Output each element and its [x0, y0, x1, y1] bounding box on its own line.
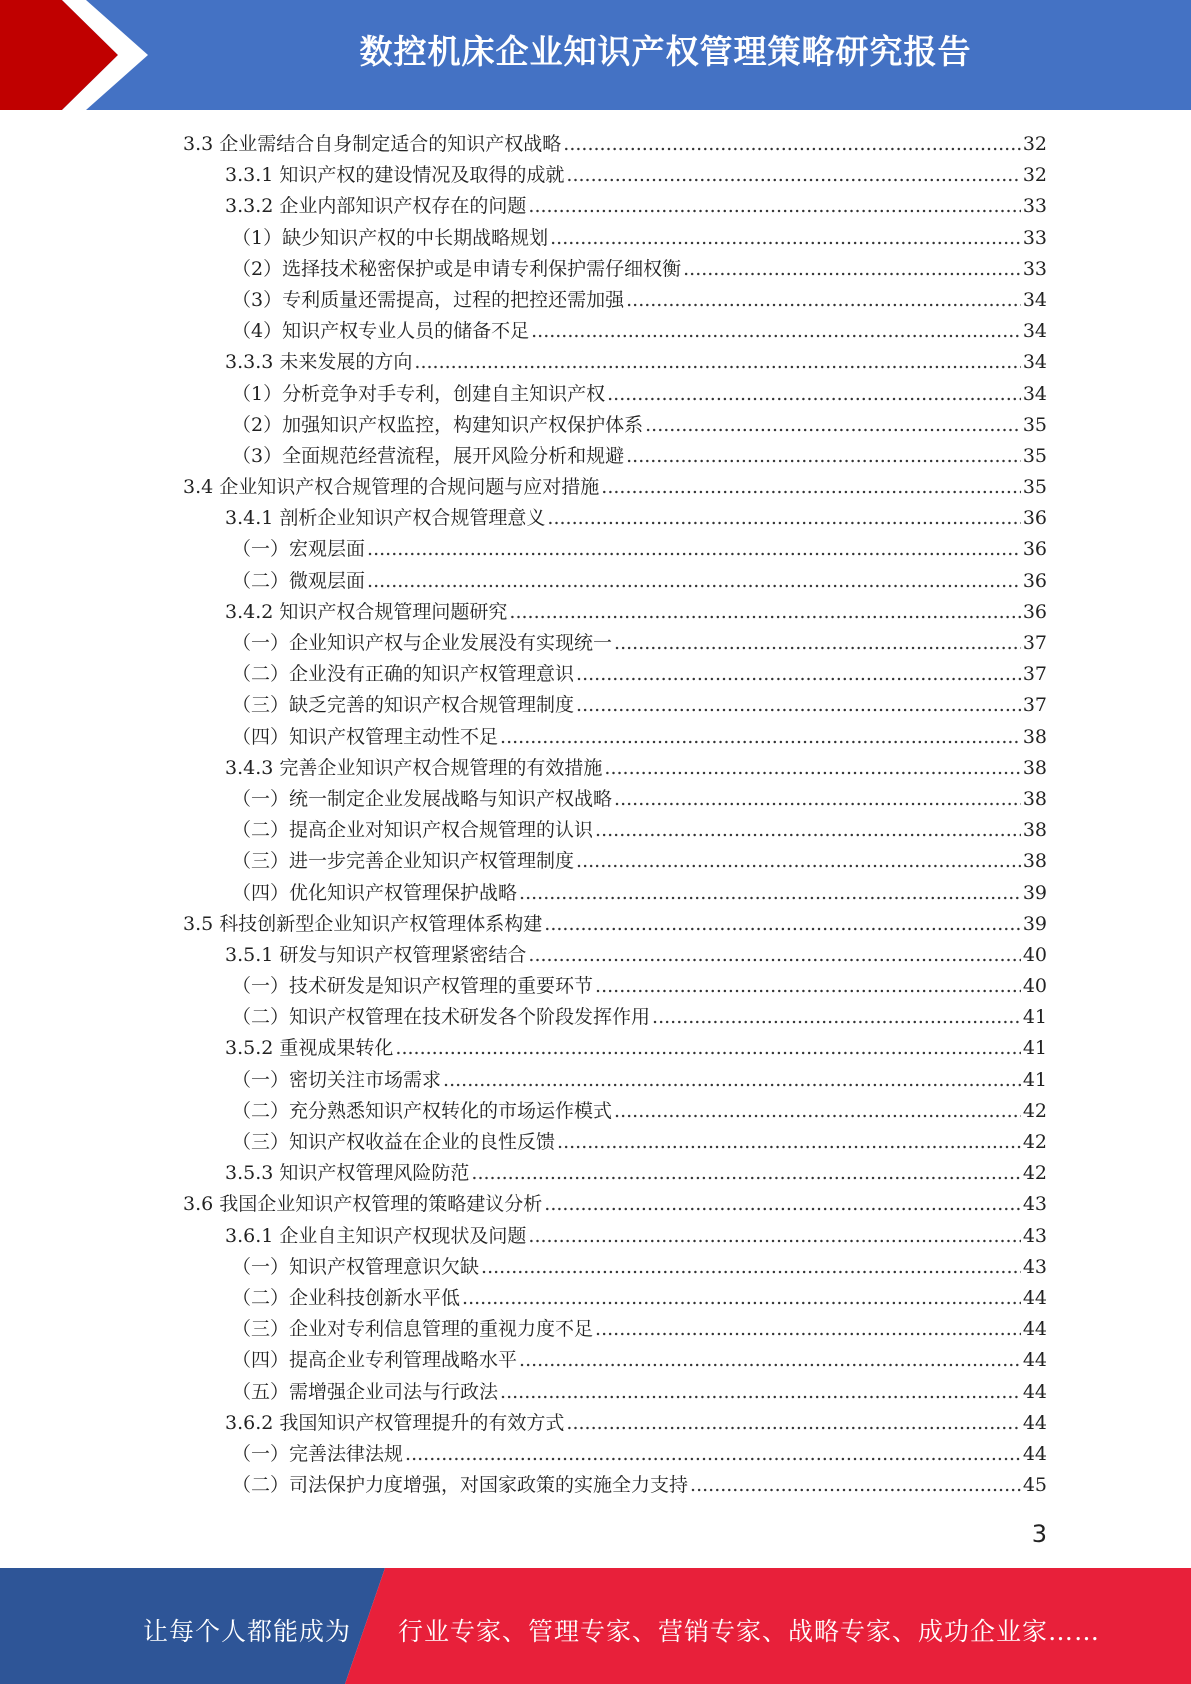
table-of-contents — [0, 129, 1191, 1501]
toc-entry-title: 加强知识产权监控，构建知识产权保护体系 — [282, 413, 644, 436]
toc-entry-title: 分析竞争对手专利，创建自主知识产权 — [282, 382, 606, 405]
toc-entry-page: 45 — [1022, 1474, 1047, 1497]
toc-entry-title: 完善企业知识产权合规管理的有效措施 — [279, 756, 603, 779]
toc-entry-number: （一） — [232, 632, 290, 654]
toc-dot-leader — [614, 1096, 1021, 1127]
toc-entry[interactable] — [0, 784, 1191, 815]
toc-entry-title: 企业内部知识产权存在的问题 — [279, 195, 527, 218]
toc-entry[interactable] — [0, 597, 1191, 628]
toc-entry-page: 43 — [1022, 1255, 1047, 1278]
toc-dot-leader — [690, 1470, 1021, 1501]
toc-entry-number: （一） — [232, 787, 290, 810]
toc-entry-page: 33 — [1022, 195, 1047, 218]
toc-entry[interactable] — [0, 1221, 1191, 1252]
toc-entry-title: 密切关注市场需求 — [289, 1068, 442, 1091]
toc-entry-number: （二） — [232, 569, 290, 592]
toc-entry[interactable] — [0, 1065, 1191, 1096]
toc-entry-title: 企业需结合自身制定适合的知识产权战略 — [219, 133, 562, 155]
toc-entry-page: 35 — [1022, 476, 1047, 499]
toc-entry-title: 企业对专利信息管理的重视力度不足 — [289, 1318, 594, 1341]
toc-entry[interactable] — [0, 1283, 1191, 1314]
toc-dot-leader — [528, 191, 1020, 222]
toc-entry[interactable] — [0, 1470, 1191, 1501]
toc-entry-number: 3.3.1 — [225, 164, 274, 187]
toc-entry[interactable] — [0, 1127, 1191, 1158]
toc-entry-title: 统一制定企业发展战略与知识产权战略 — [289, 787, 613, 810]
toc-entry-number: 3.5.1 — [225, 943, 274, 966]
toc-dot-leader — [471, 1158, 1020, 1189]
toc-entry-number: 3.5.3 — [225, 1162, 274, 1185]
toc-entry[interactable] — [0, 566, 1191, 597]
toc-dot-leader — [607, 379, 1021, 410]
toc-entry-title: 专利质量还需提高，过程的把控还需加强 — [282, 288, 625, 311]
toc-entry[interactable] — [0, 878, 1191, 909]
toc-entry-number: （四） — [232, 1349, 290, 1372]
toc-entry-number: 3.6.1 — [225, 1224, 274, 1247]
toc-dot-leader — [550, 223, 1021, 254]
toc-entry-number: 3.5.2 — [225, 1037, 274, 1060]
toc-entry-page: 40 — [1022, 975, 1047, 998]
toc-dot-leader — [563, 129, 1021, 160]
toc-entry-page: 44 — [1022, 1442, 1047, 1465]
toc-entry-number: 3.4.1 — [225, 507, 274, 530]
toc-entry-number: （1） — [232, 382, 283, 405]
toc-entry-title: 宏观层面 — [289, 538, 366, 561]
toc-entry[interactable] — [0, 1314, 1191, 1345]
toc-entry-number: （一） — [232, 1442, 290, 1465]
toc-entry-page: 41 — [1022, 1068, 1047, 1091]
toc-entry-page: 43 — [1022, 1224, 1047, 1247]
toc-entry-number: （一） — [232, 975, 290, 998]
toc-entry[interactable] — [0, 254, 1191, 285]
toc-entry-title: 优化知识产权管理保护战略 — [289, 881, 518, 904]
toc-entry-title: 知识产权专业人员的储备不足 — [282, 320, 530, 343]
toc-entry-number: （三） — [232, 694, 290, 717]
toc-entry[interactable] — [0, 971, 1191, 1002]
toc-entry-number: 3.4 — [183, 476, 214, 499]
toc-entry[interactable] — [0, 659, 1191, 690]
toc-entry[interactable] — [0, 1158, 1191, 1189]
toc-dot-leader — [566, 1408, 1020, 1439]
toc-entry-title: 司法保护力度增强，对国家政策的实施全力支持 — [289, 1474, 689, 1497]
toc-entry[interactable] — [0, 316, 1191, 347]
toc-entry-page: 32 — [1022, 133, 1047, 155]
toc-entry-page: 39 — [1022, 881, 1047, 904]
toc-entry-title: 技术研发是知识产权管理的重要环节 — [289, 975, 594, 998]
toc-entry-number: （二） — [232, 1286, 290, 1309]
toc-entry[interactable] — [0, 379, 1191, 410]
header-band — [0, 0, 1191, 110]
toc-entry-page: 44 — [1022, 1411, 1047, 1434]
header-arrow-decoration — [0, 0, 160, 110]
toc-entry-page: 44 — [1022, 1318, 1047, 1341]
toc-entry-number: 3.6.2 — [225, 1411, 274, 1434]
toc-entry[interactable] — [0, 940, 1191, 971]
toc-entry[interactable] — [0, 472, 1191, 503]
toc-entry-number: （三） — [232, 1131, 290, 1153]
toc-entry-title: 剖析企业知识产权合规管理意义 — [279, 507, 546, 530]
toc-entry-page: 33 — [1022, 257, 1047, 280]
toc-entry[interactable] — [0, 441, 1191, 472]
toc-entry-page: 37 — [1022, 632, 1047, 654]
toc-entry-number: 3.3 — [183, 133, 214, 155]
toc-entry-title: 我国企业知识产权管理的策略建议分析 — [219, 1193, 543, 1216]
toc-entry-number: 3.3.3 — [225, 351, 274, 374]
toc-entry-page: 37 — [1022, 663, 1047, 686]
footer-band — [0, 1568, 1191, 1684]
toc-dot-leader — [626, 285, 1021, 316]
toc-entry-number: （二） — [232, 819, 290, 842]
toc-entry[interactable] — [0, 1377, 1191, 1408]
toc-dot-leader — [595, 815, 1021, 846]
toc-entry-number: 3.4.3 — [225, 756, 274, 779]
toc-dot-leader — [462, 1283, 1021, 1314]
toc-entry-number: （四） — [232, 725, 290, 748]
toc-dot-leader — [519, 1345, 1021, 1376]
toc-entry-title: 企业知识产权合规管理的合规问题与应对措施 — [219, 476, 600, 499]
toc-dot-leader — [544, 909, 1021, 940]
toc-entry-title: 重视成果转化 — [279, 1037, 394, 1060]
toc-entry[interactable] — [0, 722, 1191, 753]
toc-entry[interactable] — [0, 534, 1191, 565]
toc-entry[interactable] — [0, 160, 1191, 191]
toc-entry-page: 38 — [1022, 787, 1047, 810]
toc-entry-title: 全面规范经营流程，展开风险分析和规避 — [282, 444, 625, 467]
toc-entry-number: （4） — [232, 320, 283, 343]
toc-entry-title: 提高企业专利管理战略水平 — [289, 1349, 518, 1372]
toc-entry-number: （3） — [232, 288, 283, 311]
toc-dot-leader — [367, 566, 1021, 597]
toc-dot-leader — [414, 347, 1020, 378]
toc-entry-number: 3.3.2 — [225, 195, 274, 218]
toc-entry[interactable] — [0, 1033, 1191, 1064]
toc-entry-page: 37 — [1022, 694, 1047, 717]
toc-entry-title: 选择技术秘密保护或是申请专利保护需仔细权衡 — [282, 257, 682, 280]
toc-entry[interactable] — [0, 1189, 1191, 1220]
toc-entry-page: 34 — [1022, 320, 1047, 343]
toc-entry-page: 34 — [1022, 351, 1047, 374]
toc-entry-title: 企业知识产权与企业发展没有实现统一 — [289, 632, 613, 654]
toc-dot-leader — [601, 472, 1021, 503]
toc-dot-leader — [405, 1439, 1021, 1470]
toc-entry[interactable] — [0, 753, 1191, 784]
toc-entry-title: 缺乏完善的知识产权合规管理制度 — [289, 694, 575, 717]
toc-entry-number: （二） — [232, 1006, 290, 1029]
toc-dot-leader — [626, 441, 1021, 472]
toc-dot-leader — [500, 1377, 1021, 1408]
toc-entry-page: 40 — [1022, 943, 1047, 966]
toc-entry-title: 企业自主知识产权现状及问题 — [279, 1224, 527, 1247]
toc-entry[interactable] — [0, 846, 1191, 877]
toc-entry[interactable] — [0, 129, 1191, 160]
toc-entry-page: 41 — [1022, 1006, 1047, 1029]
toc-dot-leader — [576, 659, 1021, 690]
toc-dot-leader — [367, 534, 1021, 565]
toc-entry-page: 36 — [1022, 569, 1047, 592]
toc-entry-page: 36 — [1022, 538, 1047, 561]
toc-entry-title: 企业科技创新水平低 — [289, 1286, 461, 1309]
toc-dot-leader — [544, 1189, 1021, 1220]
toc-dot-leader — [528, 940, 1020, 971]
toc-entry-page: 42 — [1022, 1099, 1047, 1122]
toc-entry[interactable] — [0, 347, 1191, 378]
toc-entry-title: 科技创新型企业知识产权管理体系构建 — [219, 912, 543, 935]
toc-entry-number: （1） — [232, 226, 283, 249]
toc-dot-leader — [614, 628, 1021, 659]
toc-dot-leader — [557, 1127, 1021, 1158]
toc-entry-page: 33 — [1022, 226, 1047, 249]
toc-entry-number: （一） — [232, 1255, 290, 1278]
toc-entry-page: 43 — [1022, 1193, 1047, 1216]
toc-entry-page: 32 — [1022, 164, 1047, 187]
toc-dot-leader — [547, 503, 1020, 534]
toc-dot-leader — [683, 254, 1021, 285]
toc-dot-leader — [595, 1314, 1021, 1345]
toc-entry-title: 提高企业对知识产权合规管理的认识 — [289, 819, 594, 842]
toc-entry[interactable] — [0, 503, 1191, 534]
toc-entry-page: 42 — [1022, 1131, 1047, 1153]
toc-dot-leader — [566, 160, 1020, 191]
toc-dot-leader — [614, 784, 1021, 815]
toc-entry-page: 42 — [1022, 1162, 1047, 1185]
toc-entry-page: 38 — [1022, 756, 1047, 779]
page-number: 3 — [1031, 1520, 1047, 1548]
toc-dot-leader — [531, 316, 1021, 347]
toc-entry-title: 微观层面 — [289, 569, 366, 592]
toc-entry-title: 知识产权收益在企业的良性反馈 — [289, 1131, 556, 1153]
toc-entry[interactable] — [0, 1002, 1191, 1033]
toc-entry-page: 39 — [1022, 912, 1047, 935]
toc-entry-title: 研发与知识产权管理紧密结合 — [279, 943, 527, 966]
toc-dot-leader — [645, 410, 1021, 441]
toc-entry[interactable] — [0, 909, 1191, 940]
toc-entry-page: 35 — [1022, 413, 1047, 436]
toc-entry-number: （3） — [232, 444, 283, 467]
toc-entry-number: （五） — [232, 1380, 290, 1403]
toc-entry[interactable] — [0, 1252, 1191, 1283]
toc-entry[interactable] — [0, 628, 1191, 659]
toc-dot-leader — [509, 597, 1020, 628]
toc-entry-title: 充分熟悉知识产权转化的市场运作模式 — [289, 1099, 613, 1122]
toc-entry-title: 知识产权管理风险防范 — [279, 1162, 470, 1185]
toc-entry-number: （三） — [232, 850, 290, 873]
toc-entry-number: （二） — [232, 1474, 290, 1497]
toc-entry-title: 知识产权管理主动性不足 — [289, 725, 499, 748]
toc-dot-leader — [652, 1002, 1021, 1033]
toc-entry-page: 34 — [1022, 288, 1047, 311]
toc-entry-title: 未来发展的方向 — [279, 351, 413, 374]
toc-entry-title: 知识产权管理意识欠缺 — [289, 1255, 480, 1278]
toc-entry-number: （一） — [232, 538, 290, 561]
footer-slogan-right: 行业专家、管理专家、营销专家、战略专家、成功企业家…… — [398, 1617, 1101, 1646]
toc-entry-page: 36 — [1022, 507, 1047, 530]
toc-entry-page: 34 — [1022, 382, 1047, 405]
toc-entry-title: 需增强企业司法与行政法 — [289, 1380, 499, 1403]
toc-entry[interactable] — [0, 285, 1191, 316]
toc-entry[interactable] — [0, 1345, 1191, 1376]
toc-dot-leader — [595, 971, 1021, 1002]
toc-entry-number: （一） — [232, 1068, 290, 1091]
toc-dot-leader — [395, 1033, 1020, 1064]
toc-entry-title: 知识产权的建设情况及取得的成就 — [279, 164, 565, 187]
toc-entry-title: 知识产权合规管理问题研究 — [279, 600, 508, 623]
toc-entry-page: 36 — [1022, 600, 1047, 623]
toc-dot-leader — [576, 690, 1021, 721]
toc-entry-number: 3.4.2 — [225, 600, 274, 623]
toc-entry-page: 41 — [1022, 1037, 1047, 1060]
toc-entry[interactable] — [0, 191, 1191, 222]
toc-entry-title: 缺少知识产权的中长期战略规划 — [282, 226, 549, 249]
toc-entry[interactable] — [0, 1408, 1191, 1439]
toc-entry-number: （二） — [232, 663, 290, 686]
document-title: 数控机床企业知识产权管理策略研究报告 — [359, 32, 972, 71]
toc-entry-page: 38 — [1022, 819, 1047, 842]
toc-entry-title: 企业没有正确的知识产权管理意识 — [289, 663, 575, 686]
toc-entry-number: （二） — [232, 1099, 290, 1122]
toc-entry[interactable] — [0, 1439, 1191, 1470]
toc-entry-page: 35 — [1022, 444, 1047, 467]
toc-entry-page: 38 — [1022, 850, 1047, 873]
toc-entry-title: 知识产权管理在技术研发各个阶段发挥作用 — [289, 1006, 651, 1029]
toc-entry-title: 我国知识产权管理提升的有效方式 — [279, 1411, 565, 1434]
toc-entry-number: 3.6 — [183, 1193, 214, 1216]
toc-dot-leader — [443, 1065, 1021, 1096]
toc-entry[interactable] — [0, 223, 1191, 254]
toc-dot-leader — [576, 846, 1021, 877]
toc-entry[interactable] — [0, 410, 1191, 441]
toc-dot-leader — [481, 1252, 1021, 1283]
toc-entry-number: （2） — [232, 257, 283, 280]
toc-entry-number: （四） — [232, 881, 290, 904]
toc-entry-number: （三） — [232, 1318, 290, 1341]
footer-slogan-left: 让每个人都能成为 — [143, 1617, 352, 1646]
toc-dot-leader — [528, 1221, 1020, 1252]
toc-entry-number: （2） — [232, 413, 283, 436]
toc-entry-title: 进一步完善企业知识产权管理制度 — [289, 850, 575, 873]
toc-dot-leader — [519, 878, 1021, 909]
toc-entry[interactable] — [0, 815, 1191, 846]
toc-dot-leader — [500, 722, 1021, 753]
toc-entry-title: 完善法律法规 — [289, 1442, 404, 1465]
toc-entry-page: 44 — [1022, 1380, 1047, 1403]
toc-entry-page: 44 — [1022, 1286, 1047, 1309]
toc-entry-number: 3.5 — [183, 912, 214, 935]
toc-entry[interactable] — [0, 1096, 1191, 1127]
toc-entry-page: 44 — [1022, 1349, 1047, 1372]
toc-dot-leader — [604, 753, 1020, 784]
toc-entry-page: 38 — [1022, 725, 1047, 748]
toc-entry[interactable] — [0, 690, 1191, 721]
